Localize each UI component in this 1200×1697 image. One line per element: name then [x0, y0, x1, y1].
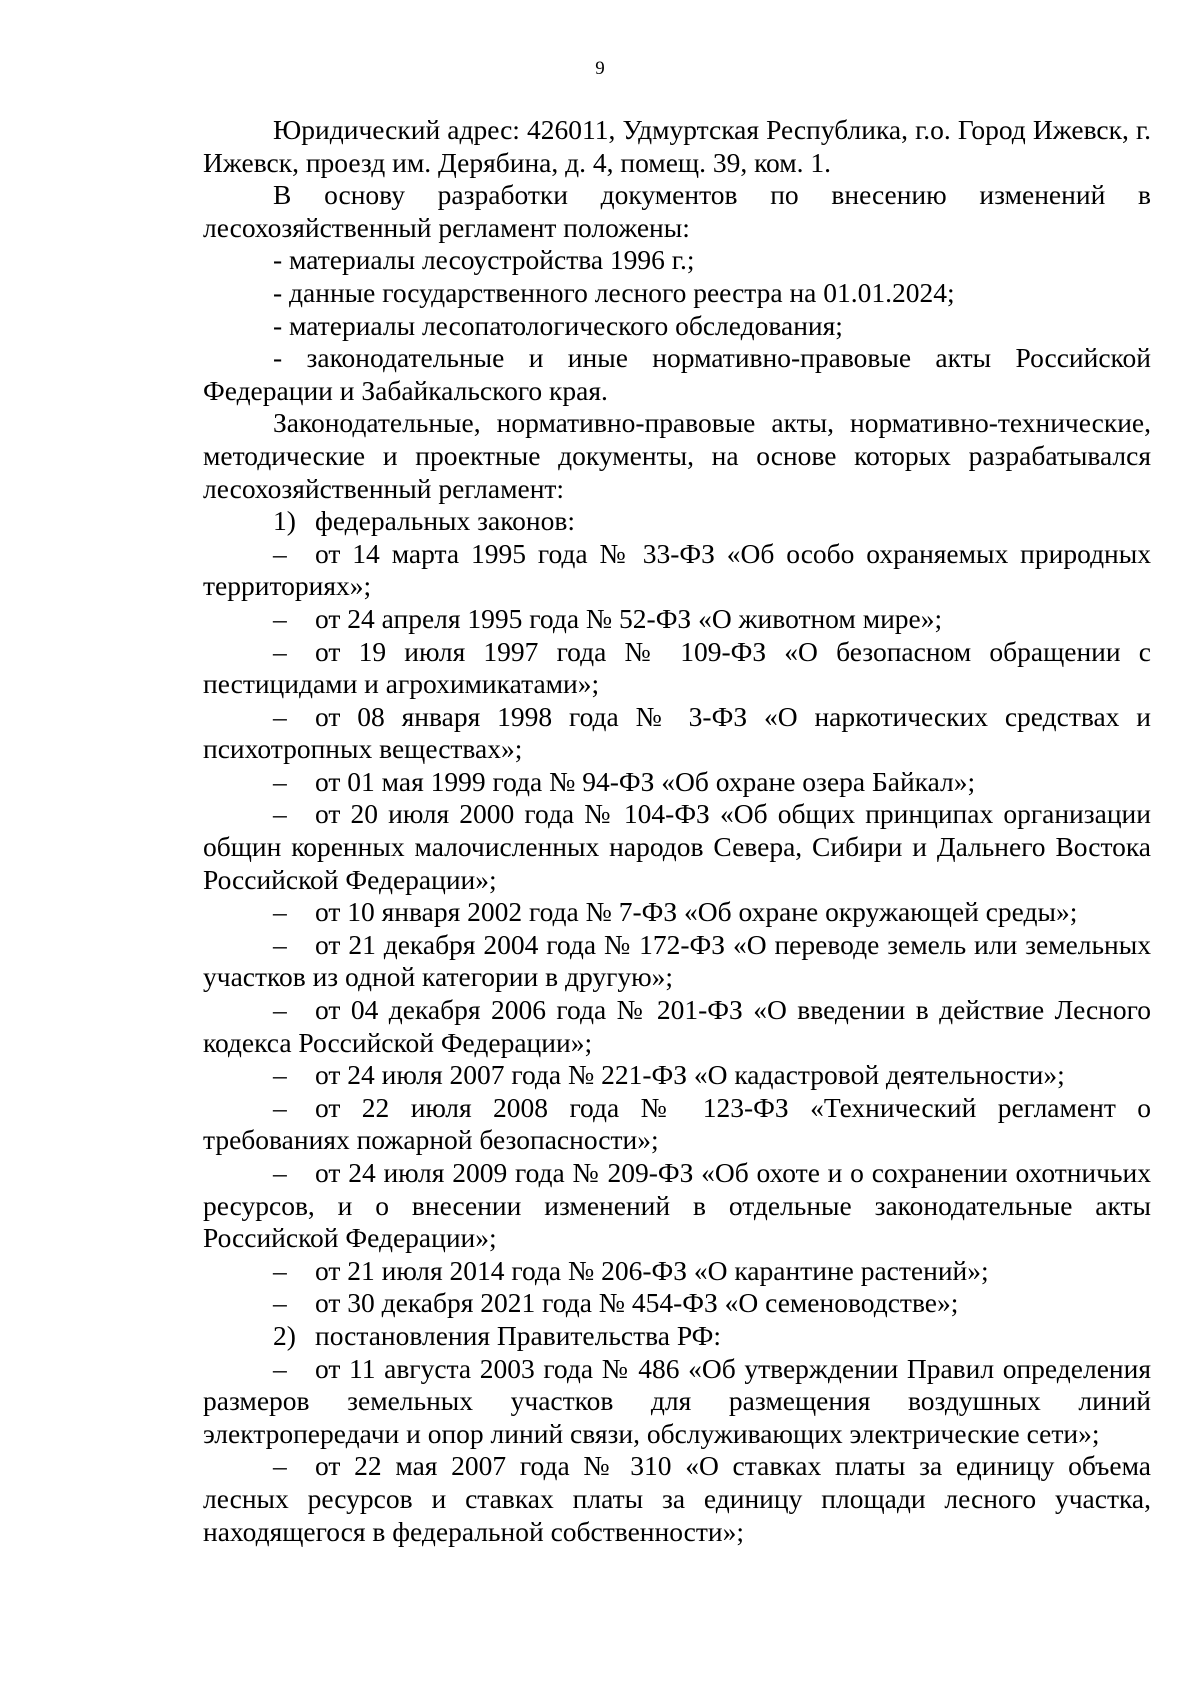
dash-marker: –	[273, 896, 287, 928]
paragraph-text: от 22 мая 2007 года № 310 «О ставках платы за единицу объема лесных ресурсов и ставках платы за единицу площади лесного участка, находящегося в федеральной собственности»;	[203, 1450, 1151, 1547]
paragraph-text: Юридический адрес: 426011, Удмуртская Республика, г.о. Город Ижевск, г. Ижевск, проезд им. Дерябина, д. 4, помещ. 39, ком. 1.	[203, 114, 1151, 178]
dash-marker: –	[273, 1287, 287, 1319]
paragraph-text: - законодательные и иные нормативно-правовые акты Российской Федерации и Забайкальского края.	[203, 342, 1151, 406]
paragraph-acts-intro	[203, 407, 1151, 505]
dash-marker: –	[273, 1091, 287, 1123]
law-item	[203, 1092, 1151, 1157]
paragraph-text: от 24 апреля 1995 года № 52-ФЗ «О животном мире»;	[315, 602, 943, 634]
paragraph-text: В основу разработки документов по внесению изменений в лесохозяйственный регламент положены:	[203, 179, 1151, 243]
paragraph-text: - данные государственного лесного реестра на 01.01.2024;	[273, 276, 955, 308]
law-item	[203, 896, 1151, 929]
dash-marker: –	[273, 635, 287, 667]
paragraph-text: от 20 июля 2000 года № 104-ФЗ «Об общих принципах организации общин коренных малочисленных народов Севера, Сибири и Дальнего Востока Российской Федерации»;	[203, 798, 1151, 895]
paragraph-text: от 21 декабря 2004 года № 172-ФЗ «О переводе земель или земельных участков из одной категории в другую»;	[203, 928, 1151, 993]
law-item	[203, 929, 1151, 994]
law-item	[203, 1287, 1151, 1320]
list-number: 1)	[273, 505, 296, 537]
page-number: 9	[595, 58, 605, 79]
dash-marker: –	[273, 1254, 287, 1286]
dash-marker: –	[273, 1157, 287, 1188]
dash-marker: –	[273, 765, 287, 797]
dash-marker: –	[273, 602, 287, 634]
section-heading	[203, 505, 1151, 538]
law-item	[203, 1255, 1151, 1288]
law-item	[203, 1059, 1151, 1092]
section-heading	[203, 1320, 1151, 1353]
list-item	[203, 310, 1151, 343]
paragraph-text: от 11 августа 2003 года № 486 «Об утверждении Правил определения размеров земельных участков для размещения воздушных линий электропередачи и опор линий связи, обслуживающих электрические сети»;	[203, 1352, 1151, 1449]
law-item	[203, 766, 1151, 799]
paragraph-text: от 19 июля 1997 года № 109-ФЗ «О безопасном обращении с пестицидами и агрохимикатами»;	[203, 635, 1151, 700]
paragraph-text: от 01 мая 1999 года № 94-ФЗ «Об охране озера Байкал»;	[315, 765, 976, 797]
paragraph-text: постановления Правительства РФ:	[315, 1319, 722, 1351]
paragraph-text: от 22 июля 2008 года № 123-ФЗ «Технический регламент о требованиях пожарной безопасности»;	[203, 1091, 1151, 1156]
paragraph-text: от 21 июля 2014 года № 206-ФЗ «О карантине растений»;	[315, 1254, 989, 1286]
document-body	[203, 114, 1151, 1548]
law-item	[203, 994, 1151, 1059]
decree-item	[203, 1353, 1151, 1451]
paragraph-text: от 04 декабря 2006 года № 201-ФЗ «О введении в действие Лесного кодекса Российской Федерации»;	[203, 994, 1151, 1058]
paragraph-text: от 24 июля 2009 года № 209-ФЗ «Об охоте и о сохранении охотничьих ресурсов, и о внесении изменений в отдельные законодательные акты Российской Федерации»;	[203, 1157, 1151, 1254]
dash-marker: –	[273, 1352, 287, 1384]
law-item	[203, 603, 1151, 636]
list-item	[203, 277, 1151, 310]
paragraph-text: от 08 января 1998 года № 3-ФЗ «О наркотических средствах и психотропных веществах»;	[203, 700, 1151, 765]
dash-marker: –	[273, 537, 287, 569]
law-item	[203, 701, 1151, 766]
paragraph-text: федеральных законов:	[315, 505, 576, 537]
paragraph-legal-address	[203, 114, 1151, 179]
dash-marker: –	[273, 994, 287, 1026]
dash-marker: –	[273, 700, 287, 732]
dash-marker: –	[273, 928, 287, 960]
paragraph-text: - материалы лесопатологического обследования;	[273, 309, 843, 341]
law-item	[203, 636, 1151, 701]
dash-marker: –	[273, 1059, 287, 1091]
paragraph-text: от 14 марта 1995 года № 33-ФЗ «Об особо охраняемых природных территориях»;	[203, 537, 1151, 602]
paragraph-basis-intro	[203, 179, 1151, 244]
list-item	[203, 342, 1151, 407]
paragraph-text: - материалы лесоустройства 1996 г.;	[273, 244, 695, 276]
dash-marker: –	[273, 798, 287, 830]
paragraph-text: от 10 января 2002 года № 7-ФЗ «Об охране окружающей среды»;	[315, 896, 1078, 928]
decree-item	[203, 1450, 1151, 1548]
law-item	[203, 1157, 1151, 1255]
law-item	[203, 798, 1151, 896]
paragraph-text: Законодательные, нормативно-правовые акты, нормативно-технические, методические и проектные документы, на основе которых разрабатывался лесохозяйственный регламент:	[203, 407, 1151, 504]
paragraph-text: от 30 декабря 2021 года № 454-ФЗ «О семеноводстве»;	[315, 1287, 959, 1319]
list-item	[203, 244, 1151, 277]
law-item	[203, 538, 1151, 603]
paragraph-text: от 24 июля 2007 года № 221-ФЗ «О кадастровой деятельности»;	[315, 1059, 1065, 1091]
list-number: 2)	[273, 1319, 296, 1351]
dash-marker: –	[273, 1450, 287, 1482]
